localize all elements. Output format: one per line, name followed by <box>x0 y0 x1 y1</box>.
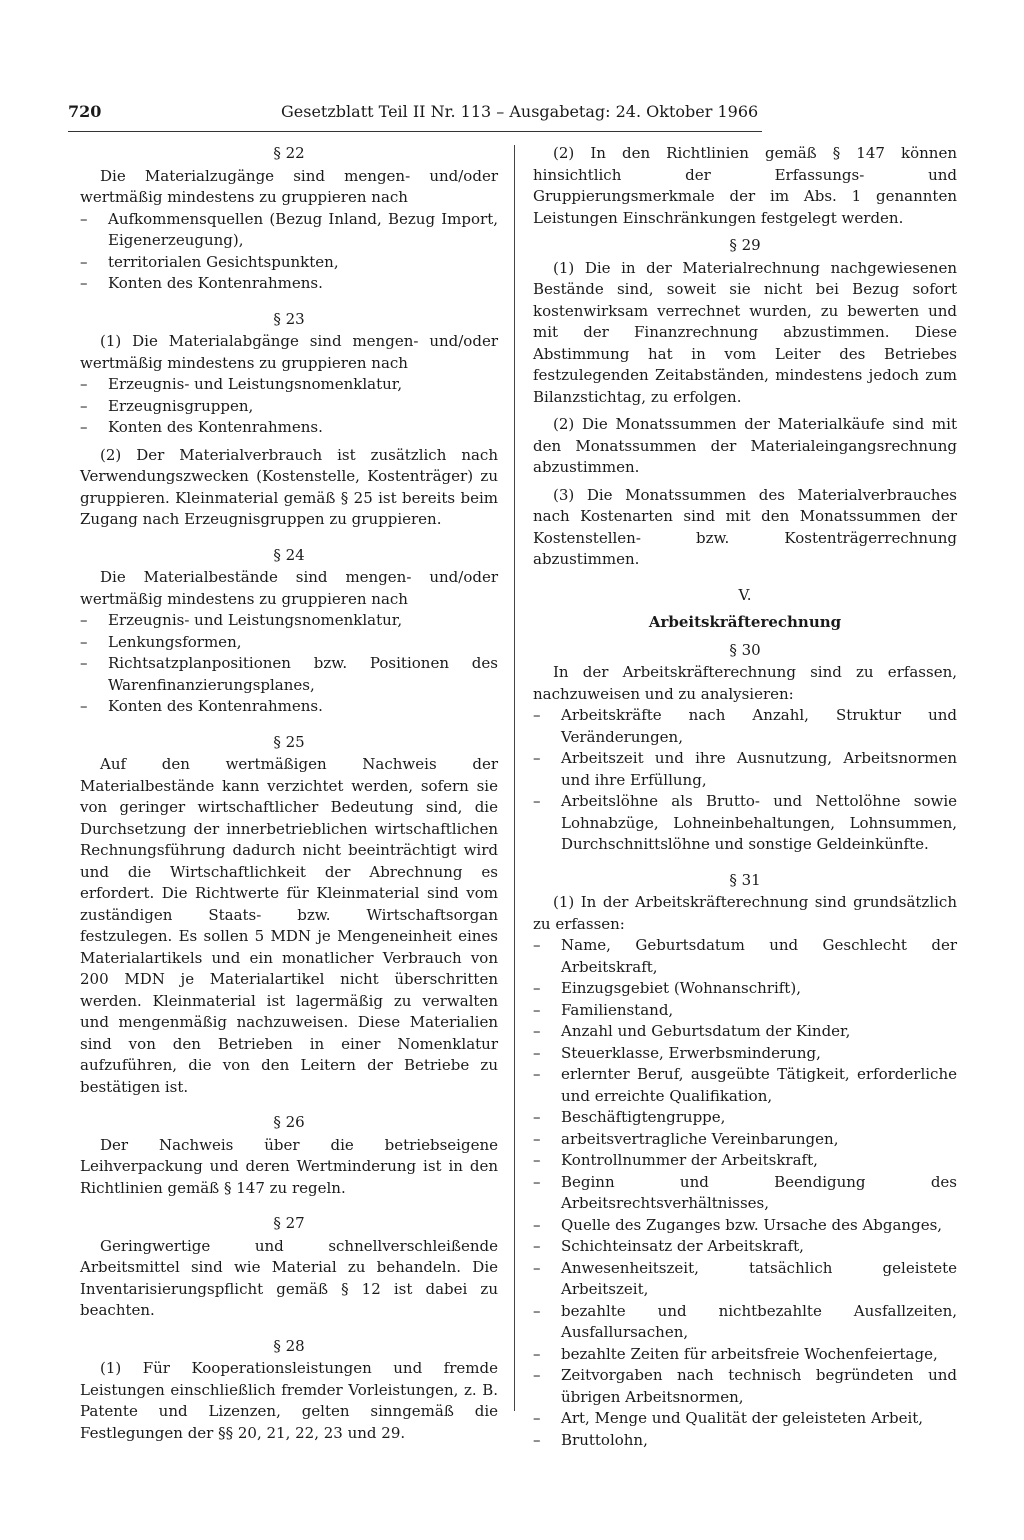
section-30-list <box>533 705 957 856</box>
list-item: – Art, Menge und Qualität der geleisteten Arbeit, <box>533 1408 957 1430</box>
section-30-intro: In der Arbeitskräfterechnung sind zu erfassen, nachzuweisen und zu analysieren: <box>533 663 957 703</box>
section-29-title: § 29 <box>729 236 761 254</box>
list-item: – Anzahl und Geburtsdatum der Kinder, <box>533 1021 957 1043</box>
list-item: – Aufkommensquellen (Bezug Inland, Bezug Import, Eigenerzeugung), <box>80 209 498 252</box>
page-number: 720 <box>68 102 102 121</box>
part-number: V. <box>738 585 752 604</box>
left-column <box>80 143 498 1444</box>
section-26-text: Der Nachweis über die betriebseigene Leihverpackung und deren Wertminderung ist in den Richtlinien gemäß § 147 zu regeln. <box>80 1135 498 1197</box>
section-24-title: § 24 <box>273 545 305 564</box>
list-item: – Anwesenheitszeit, tatsächlich geleistete Arbeitszeit, <box>533 1258 957 1301</box>
section-24-intro: Die Materialbestände sind mengen- und/oder wertmäßig mindestens zu gruppieren nach <box>80 568 498 608</box>
section-23-title: § 23 <box>273 309 305 328</box>
list-item: – Schichteinsatz der Arbeitskraft, <box>533 1236 957 1258</box>
section-27-title: § 27 <box>273 1214 305 1232</box>
list-item: – erlernter Beruf, ausgeübte Tätigkeit, erforderliche und erreichte Qualifikation, <box>533 1064 957 1107</box>
section-26-title: § 26 <box>273 1113 305 1131</box>
list-item: – Arbeitskräfte nach Anzahl, Struktur und Veränderungen, <box>533 705 957 748</box>
list-item: – Erzeugnisgruppen, <box>80 396 498 418</box>
section-27-text: Geringwertige und schnellverschleißende Arbeitsmittel sind wie Material zu behandeln. Die Inventarisierungspflicht gemäß § 12 ist dabei zu beachten. <box>80 1236 498 1319</box>
list-item: – Konten des Kontenrahmens. <box>80 696 498 718</box>
section-22-title: § 22 <box>273 144 305 162</box>
running-title: Gesetzblatt Teil II Nr. 113 – Ausgabetag: 24. Oktober 1966 <box>281 102 759 121</box>
section-23-list <box>80 374 498 439</box>
section-22-intro: Die Materialzugänge sind mengen- und/oder wertmäßig mindestens zu gruppieren nach <box>80 166 498 206</box>
section-29-para-2: (2) Die Monatssummen der Materialkäufe sind mit den Monatssummen der Materialeingangsrechnung abzustimmen. <box>533 415 957 476</box>
section-30-title: § 30 <box>729 640 761 659</box>
right-column <box>533 143 957 1451</box>
list-item: – Beginn und Beendigung des Arbeitsrechtsverhältnisses, <box>533 1172 957 1215</box>
header-rule <box>68 131 762 132</box>
section-31-list <box>533 935 957 1451</box>
list-item: – territorialen Gesichtspunkten, <box>80 252 498 274</box>
list-item: – arbeitsvertragliche Vereinbarungen, <box>533 1129 957 1151</box>
section-25-title: § 25 <box>273 732 305 751</box>
section-29-para-1: (1) Die in der Materialrechnung nachgewiesenen Bestände sind, soweit sie nicht bei Bezug sofort kostenwirksam verrechnet wurden, zu bewerten und mit der Finanzrechnung abzustimmen. Diese Abstimmung hat in vom Leiter des Betriebes festzulegenden Zeitabständen, mindestens jedoch zum Bilanzstichtag, zu erfolgen. <box>533 258 957 406</box>
list-item: – Konten des Kontenrahmens. <box>80 273 498 295</box>
section-28-title: § 28 <box>273 1336 305 1355</box>
section-29-para-3: (3) Die Monatssummen des Materialverbrauches nach Kostenarten sind mit den Monatssummen der Kostenstellen- bzw. Kostenträgerrechnung abzustimmen. <box>533 485 957 568</box>
list-item: – Einzugsgebiet (Wohnanschrift), <box>533 978 957 1000</box>
list-item: – Arbeitszeit und ihre Ausnutzung, Arbeitsnormen und ihre Erfüllung, <box>533 748 957 791</box>
list-item: – Konten des Kontenrahmens. <box>80 417 498 439</box>
list-item: – Zeitvorgaben nach technisch begründeten und übrigen Arbeitsnormen, <box>533 1365 957 1408</box>
section-23-para-2: (2) Der Materialverbrauch ist zusätzlich nach Verwendungszwecken (Kostenstelle, Kostenträger) zu gruppieren. Kleinmaterial gemäß § 25 ist bereits beim Zugang nach Erzeugnisgruppen zu gruppieren. <box>80 445 498 528</box>
list-item: – Familienstand, <box>533 1000 957 1022</box>
section-22-list <box>80 209 498 295</box>
section-31-intro: (1) In der Arbeitskräfterechnung sind grundsätzlich zu erfassen: <box>533 893 957 933</box>
list-item: – Bruttolohn, <box>533 1430 957 1452</box>
list-item: – Erzeugnis- und Leistungsnomenklatur, <box>80 610 498 632</box>
list-item: – Steuerklasse, Erwerbsminderung, <box>533 1043 957 1065</box>
list-item: – Kontrollnummer der Arbeitskraft, <box>533 1150 957 1172</box>
section-28-para-2: (2) In den Richtlinien gemäß § 147 können hinsichtlich der Erfassungs- und Gruppierungsmerkmale der im Abs. 1 genannten Leistungen Einschränkungen festgelegt werden. <box>533 144 957 227</box>
list-item: – Erzeugnis- und Leistungsnomenklatur, <box>80 374 498 396</box>
section-28-para-1: (1) Für Kooperationsleistungen und fremde Leistungen einschließlich fremder Vorleistungen, z. B. Patente und Lizenzen, gelten sinngemäß die Festlegungen der §§ 20, 21, 22, 23 und 29. <box>80 1359 498 1442</box>
column-divider <box>514 145 515 1411</box>
list-item: – Quelle des Zuganges bzw. Ursache des Abganges, <box>533 1215 957 1237</box>
section-25-text: Auf den wertmäßigen Nachweis der Materialbestände kann verzichtet werden, sofern sie von geringer wirtschaftlicher Bedeutung sind, die Durchsetzung der innerbetrieblichen wirtschaftlichen Rechnungsführung dadurch nicht beeinträchtigt wird und die Wirtschaftlichkeit der Abrechnung es erfordert. Die Richtwerte für Kleinmaterial sind vom zuständigen Staats- bzw. Wirtschaftsorgan festzulegen. Es sollen 5 MDN je Mengeneinheit eines Materialartikels und ein monatlicher Verbrauch von 200 MDN je Materialartikel nicht überschritten werden. Kleinmaterial ist lagermäßig zu verwalten und mengenmäßig nachzuweisen. Diese Materialien sind von den Betrieben in einer Nomenklatur aufzuführen, die von den Leitern der Betriebe zu bestätigen ist. <box>80 755 498 1096</box>
list-item: – bezahlte und nichtbezahlte Ausfallzeiten, Ausfallursachen, <box>533 1301 957 1344</box>
list-item: – Name, Geburtsdatum und Geschlecht der Arbeitskraft, <box>533 935 957 978</box>
list-item: – Lenkungsformen, <box>80 632 498 654</box>
part-heading: Arbeitskräfterechnung <box>648 613 842 631</box>
list-item: – Arbeitslöhne als Brutto- und Nettolöhne sowie Lohnabzüge, Lohneinbehaltungen, Lohnsummen, Durchschnittslöhne und sonstige Geldeinkünfte. <box>533 791 957 856</box>
section-31-title: § 31 <box>729 870 761 889</box>
list-item: – Beschäftigtengruppe, <box>533 1107 957 1129</box>
list-item: – Richtsatzplanpositionen bzw. Positionen des Warenfinanzierungsplanes, <box>80 653 498 696</box>
section-24-list <box>80 610 498 718</box>
list-item: – bezahlte Zeiten für arbeitsfreie Wochenfeiertage, <box>533 1344 957 1366</box>
section-23-para-1: (1) Die Materialabgänge sind mengen- und/oder wertmäßig mindestens zu gruppieren nach <box>80 332 498 372</box>
